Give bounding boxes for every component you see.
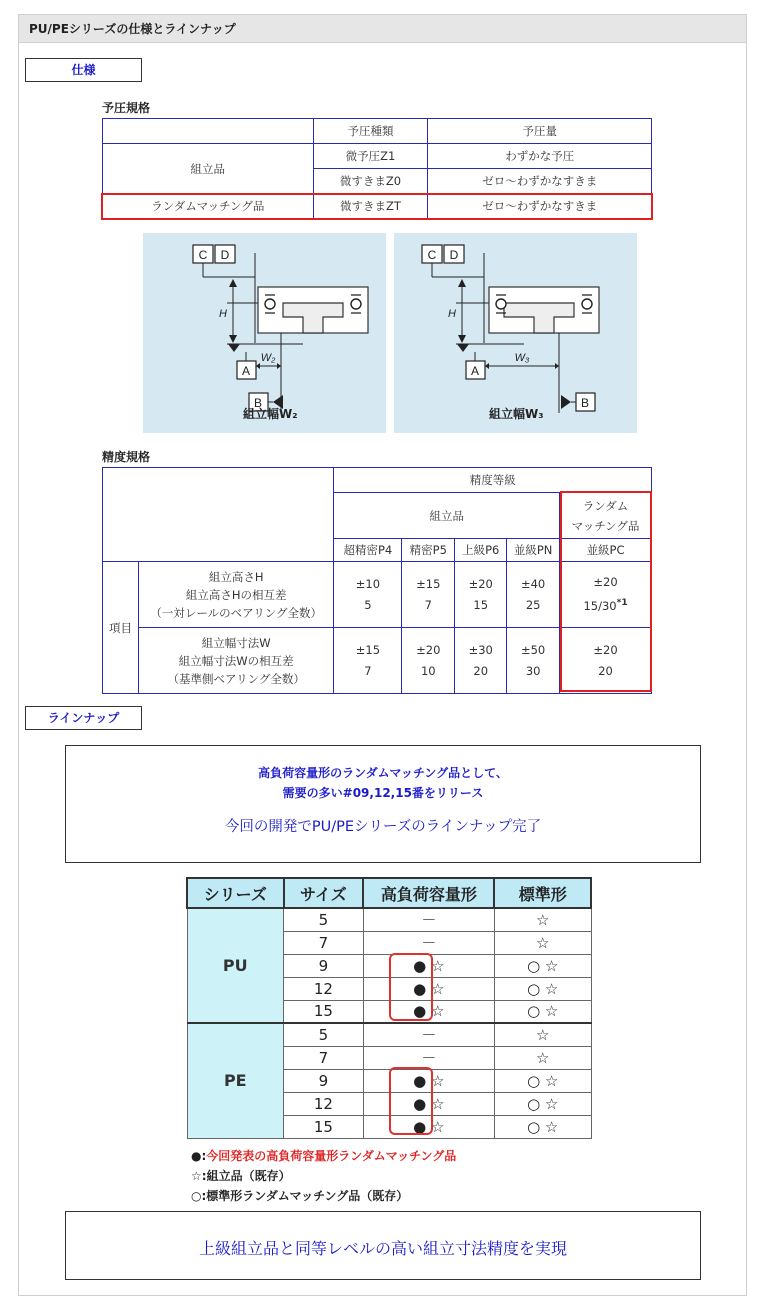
size-cell: 12 [284, 1092, 364, 1115]
legend-text-new: 今回発表の高負荷容量形ランダムマッチング品 [206, 1149, 457, 1163]
release-message-box [65, 745, 701, 863]
legend-item-assembled [191, 1166, 456, 1186]
grade-pn: 並級PN [507, 539, 560, 562]
difference-value [560, 593, 651, 617]
accuracy-blank-header [103, 468, 334, 562]
high-load-cell: － [363, 1023, 494, 1046]
size-cell: 5 [284, 908, 364, 931]
standard-cell: ○ ☆ [494, 977, 591, 1000]
tolerance-value: ±20 [593, 575, 618, 590]
spec-section-button[interactable]: 仕様 [25, 58, 142, 82]
value-cell [560, 562, 652, 628]
conclusion-text: 上級組立品と同等レベルの高い組立寸法精度を実現 [198, 1239, 567, 1258]
tolerance-value: ±20 [468, 576, 493, 591]
size-header: サイズ [284, 878, 364, 908]
difference-value: 25 [525, 597, 541, 612]
grade-p5: 精密P5 [402, 539, 455, 562]
high-load-cell: － [363, 1046, 494, 1069]
legend [191, 1146, 456, 1206]
series-header: シリーズ [187, 878, 284, 908]
value-cell [507, 562, 560, 628]
size-cell: 7 [284, 931, 364, 954]
preload-assembled-label: 組立品 [103, 144, 314, 194]
assembly-width-diagram-w3 [394, 233, 637, 433]
legend-mark: ●: [191, 1149, 207, 1163]
legend-text-standard: 標準形ランダムマッチング品（既存） [206, 1189, 409, 1203]
legend-mark: ☆: [191, 1169, 207, 1183]
value-cell [455, 562, 507, 628]
diagram-w2-drawing [143, 233, 386, 433]
size-cell: 7 [284, 1046, 364, 1069]
tolerance-value: ±15 [355, 642, 381, 657]
item-label: 項目 [103, 562, 139, 694]
content-frame [18, 14, 747, 1296]
size-cell: 9 [284, 1069, 364, 1092]
grade-pc: 並級PC [560, 539, 652, 562]
row-label-line: 組立幅寸法Wの相互差 [178, 653, 294, 668]
diagram-w3-drawing [394, 233, 637, 433]
legend-mark: ○: [191, 1189, 207, 1203]
value-cell [334, 628, 402, 694]
standard-cell: ○ ☆ [494, 954, 591, 977]
random-matching-type: 微すきまZT [313, 194, 428, 219]
accuracy-random-header [560, 493, 652, 539]
accuracy-heading: 精度規格 [102, 450, 151, 464]
high-load-cell: ● ☆ [363, 954, 494, 977]
high-load-header: 高負荷容量形 [363, 878, 494, 908]
row-label-line: 組立高さHの相互差 [185, 587, 287, 602]
release-line-1: 高負荷容量形のランダムマッチング品として、 [258, 766, 508, 780]
value-cell [402, 628, 455, 694]
difference-value: 15 [473, 597, 489, 612]
diagram-a-label: A [241, 364, 251, 378]
random-matching-amount: ゼロ～わずかなすきま [428, 194, 652, 219]
standard-cell: ○ ☆ [494, 1000, 591, 1023]
value-cell [507, 628, 560, 694]
row-label-line: 組立幅寸法W [201, 635, 271, 650]
standard-cell: ☆ [494, 908, 591, 931]
value-cell [560, 628, 652, 694]
standard-cell: ☆ [494, 931, 591, 954]
diagram-c-label: C [427, 248, 437, 262]
tolerance-value: ±10 [355, 576, 381, 591]
preload-type-header: 予圧種類 [313, 119, 428, 144]
preload-amount-cell: ゼロ～わずかなすきま [428, 169, 652, 194]
difference-value: 20 [473, 663, 489, 678]
row-label-line: （一対レールのベアリング全数） [150, 605, 322, 620]
tolerance-value: ±40 [520, 576, 546, 591]
preload-amount-header: 予圧量 [428, 119, 652, 144]
standard-header: 標準形 [494, 878, 591, 908]
row-label-line: （基準側ベアリング全数） [167, 671, 305, 686]
standard-cell: ○ ☆ [494, 1069, 591, 1092]
difference-value-text: 15/30 [583, 598, 617, 613]
random-label-line: ランダム [582, 498, 629, 513]
lineup-section-button[interactable]: ラインナップ [25, 706, 142, 730]
tolerance-value: ±30 [468, 642, 493, 657]
footnote-mark: *1 [616, 598, 628, 609]
accuracy-table [102, 467, 652, 694]
diagram-w2-label: W₂ [260, 352, 276, 364]
diagram-b-label: B [580, 396, 590, 410]
conclusion-box [65, 1211, 701, 1280]
value-cell [402, 562, 455, 628]
difference-value: 20 [598, 663, 613, 678]
value-cell [334, 562, 402, 628]
lineup-table [186, 877, 592, 1139]
assembly-width-diagram-w2 [143, 233, 386, 433]
accuracy-assembled-header: 組立品 [334, 493, 560, 539]
tolerance-value: ±20 [593, 642, 618, 657]
grade-p4: 超精密P4 [334, 539, 402, 562]
diagram-d-label: D [449, 248, 459, 262]
diagram-w3-caption: 組立幅W₃ [489, 407, 544, 421]
high-load-cell: ● ☆ [363, 1092, 494, 1115]
row-label-line: 組立高さH [208, 569, 264, 584]
grade-header: 精度等級 [334, 468, 652, 493]
difference-value: 7 [364, 663, 372, 678]
value-cell [455, 628, 507, 694]
high-load-cell: ● ☆ [363, 1069, 494, 1092]
preload-heading: 予圧規格 [102, 101, 151, 115]
high-load-cell: － [363, 931, 494, 954]
difference-value: 5 [364, 597, 372, 612]
diagram-d-label: D [220, 248, 230, 262]
diagram-c-label: C [198, 248, 208, 262]
diagram-h-label: H [219, 308, 227, 320]
series-pu: PU [187, 908, 284, 1023]
legend-item-standard [191, 1186, 456, 1206]
size-cell: 5 [284, 1023, 364, 1046]
release-line-2: 需要の多い#09,12,15番をリリース [282, 786, 484, 800]
size-cell: 12 [284, 977, 364, 1000]
preload-type-cell: 微予圧Z1 [313, 144, 428, 169]
height-labels [138, 562, 334, 628]
legend-text-assembled: 組立品（既存） [206, 1169, 291, 1183]
tolerance-value: ±20 [416, 642, 441, 657]
random-matching-label: ランダムマッチング品 [103, 194, 314, 219]
size-cell: 15 [284, 1000, 364, 1023]
high-load-cell: ● ☆ [363, 1115, 494, 1138]
diagram-a-label: A [470, 364, 480, 378]
difference-value: 7 [424, 597, 432, 612]
random-label-line: マッチング品 [571, 518, 640, 533]
size-cell: 9 [284, 954, 364, 977]
width-labels [138, 628, 334, 694]
difference-value: 10 [420, 663, 436, 678]
standard-cell: ○ ☆ [494, 1092, 591, 1115]
high-load-cell: ● ☆ [363, 977, 494, 1000]
high-load-cell: ● ☆ [363, 1000, 494, 1023]
size-cell: 15 [284, 1115, 364, 1138]
diagram-w3-label: W₃ [514, 352, 530, 364]
standard-cell: ○ ☆ [494, 1115, 591, 1138]
standard-cell: ☆ [494, 1023, 591, 1046]
diagram-h-label: H [448, 308, 456, 320]
tolerance-value: ±50 [520, 642, 546, 657]
legend-item-new [191, 1146, 456, 1166]
diagram-b-label: B [253, 396, 263, 410]
high-load-cell: － [363, 908, 494, 931]
standard-cell: ☆ [494, 1046, 591, 1069]
preload-blank-header [103, 119, 314, 144]
difference-value: 30 [525, 663, 541, 678]
series-pe: PE [187, 1023, 284, 1138]
preload-table [102, 118, 652, 219]
preload-type-cell: 微すきまZ0 [313, 169, 428, 194]
tolerance-value: ±15 [416, 576, 441, 591]
grade-p6: 上級P6 [455, 539, 507, 562]
release-line-3: 今回の開発でPU/PEシリーズのラインナップ完了 [224, 819, 542, 835]
diagram-w2-caption: 組立幅W₂ [243, 407, 298, 421]
preload-amount-cell: わずかな予圧 [428, 144, 652, 169]
page-title: PU/PEシリーズの仕様とラインナップ [19, 15, 746, 43]
